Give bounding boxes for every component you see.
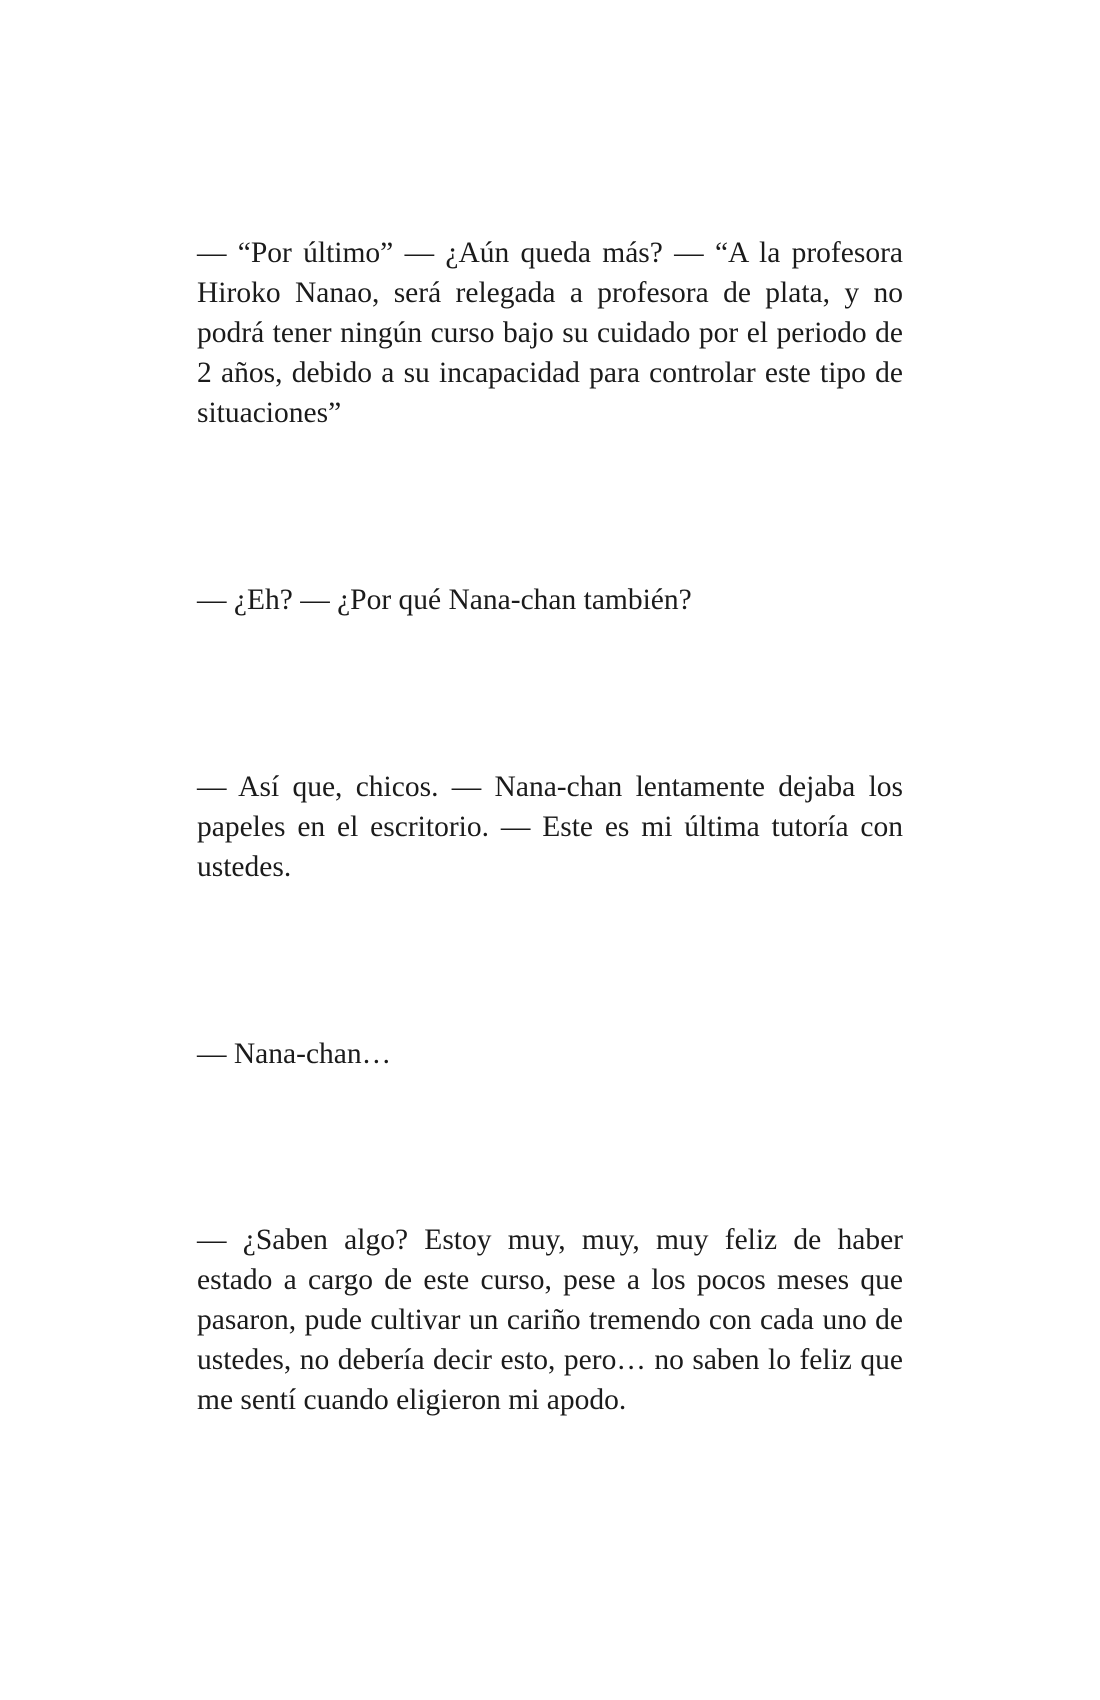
paragraph-announcement: — “Por último” — ¿Aún queda más? — “A la profesora Hiroko Nanao, será relegada a profesora de plata, y no podrá tener ningún curso bajo su cuidado por el periodo de 2 años, debido a su incapacidad para controlar este tipo de situaciones” xyxy=(197,237,903,429)
paragraph-farewell: — Así que, chicos. — Nana-chan lentamente dejaba los papeles en el escritorio. — Este es mi última tutoría con ustedes. xyxy=(197,771,903,883)
paragraph-exclamation: — Nana-chan… xyxy=(197,1038,392,1070)
paragraph-question: — ¿Eh? — ¿Por qué Nana-chan también? xyxy=(197,584,692,616)
paragraph-speech: — ¿Saben algo? Estoy muy, muy, muy feliz de haber estado a cargo de este curso, pese a los pocos meses que pasaron, pude cultivar un cariño tremendo con cada uno de ustedes, no debería decir esto, pero… no saben lo feliz que me sentí cuando eligieron mi apodo. xyxy=(197,1224,903,1416)
